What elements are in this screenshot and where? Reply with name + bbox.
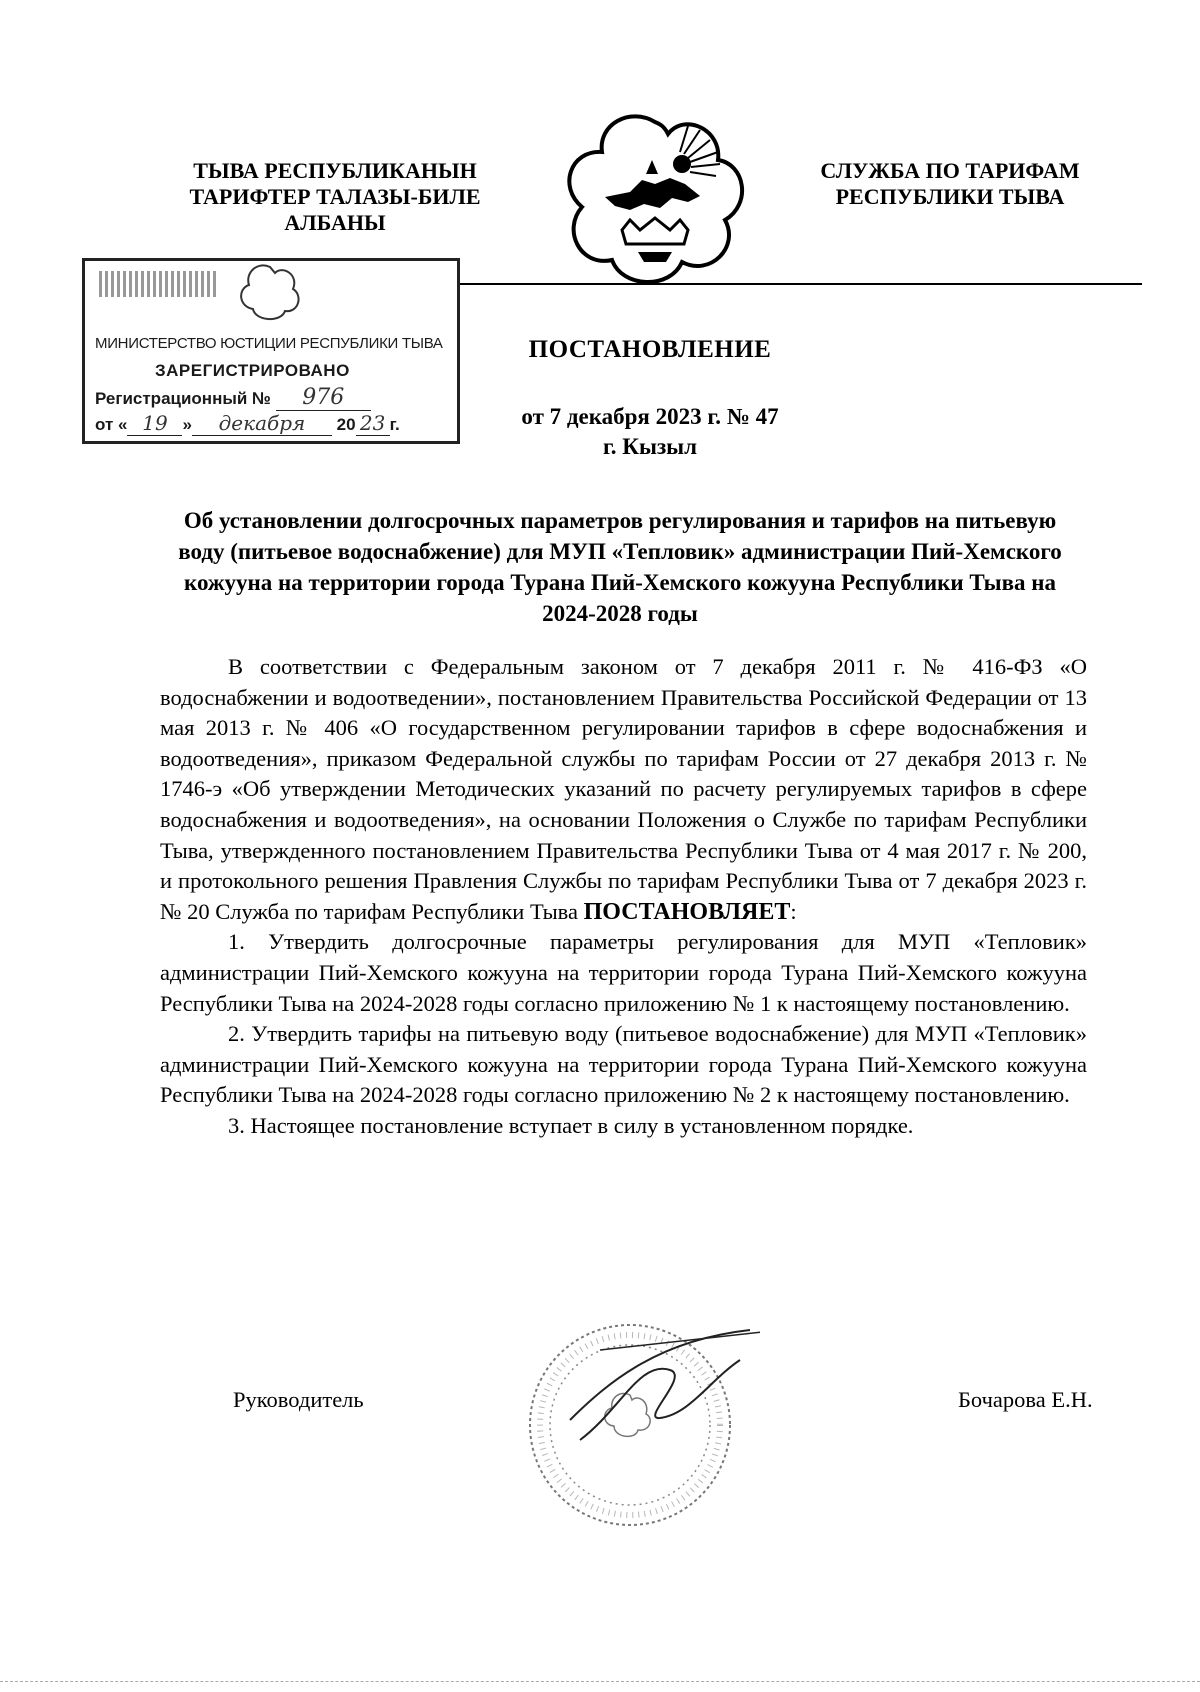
document-body: [160, 652, 1087, 1142]
document-city: г. Кызыл: [602, 434, 698, 459]
registration-stamp: [82, 258, 460, 444]
stamp-date-prefix: от «: [95, 415, 128, 434]
official-seal: [520, 1300, 760, 1540]
preamble-text: В соответствии с Федеральным законом от 7 декабря 2011 г. № 416-ФЗ «О водоснабжении и водоотведении», постановлением Правительства Российской Федерации от 13 мая 2013 г. № 406 «О государственном регулировании тарифов в сфере водоснабжения и водоотведения», приказом Федеральной службы по тарифам России от 27 декабря 2013 г. № 1746-э «Об утверждении Методических указаний по расчету регулируемых тарифов в сфере водоснабжения и водоотведения», на основании Положения о Службе по тарифам Республики Тыва, утвержденного постановлением Правительства Республики Тыва от 4 мая 2017 г. № 200, и протокольного решения Правления Службы по тарифам Республики Тыва от 7 декабря 2023 г. № 20 Служба по тарифам Республики Тыва: [160, 654, 1087, 924]
stamp-registered: ЗАРЕГИСТРИРОВАНО: [155, 361, 350, 380]
header-right-org: [790, 158, 1110, 210]
document-type: ПОСТАНОВЛЕНИЕ: [528, 336, 772, 363]
stamp-smudge: [99, 271, 219, 297]
item-3: 3. Настоящее постановление вступает в силу в установленном порядке.: [228, 1112, 914, 1138]
header-left-line3: АЛБАНЫ: [284, 210, 386, 235]
stamp-date-year: 23: [356, 411, 390, 436]
item-1: 1. Утвердить долгосрочные параметры регулирования для МУП «Тепловик» администрации Пий-Хемского кожууна на территории города Турана Пий-Хемского кожууна Республики Тыва на 2024-2028 годы согласно приложению № 1 к настоящему постановлению.: [160, 929, 1087, 1016]
stamp-date: [95, 411, 400, 436]
resolves-word: ПОСТАНОВЛЯЕТ: [583, 898, 791, 925]
header-right-line1: СЛУЖБА ПО ТАРИФАМ: [820, 158, 1080, 183]
scan-edge-line: [0, 1681, 1200, 1682]
stamp-registration-number: [95, 385, 371, 411]
stamp-date-day: 19: [127, 411, 182, 436]
header-left-org: [165, 158, 505, 236]
stamp-ministry: МИНИСТЕРСТВО ЮСТИЦИИ РЕСПУБЛИКИ ТЫВА: [95, 335, 443, 352]
stamp-reg-number: 976: [276, 385, 371, 411]
header-right-line2: РЕСПУБЛИКИ ТЫВА: [835, 184, 1065, 209]
stamp-date-month: декабря: [192, 411, 332, 436]
item-2: 2. Утвердить тарифы на питьевую воду (питьевое водоснабжение) для МУП «Тепловик» администрации Пий-Хемского кожууна на территории города Турана Пий-Хемского кожууна Республики Тыва на 2024-2028 годы согласно приложению № 2 к настоящему постановлению.: [160, 1021, 1087, 1108]
stamp-date-suffix: г.: [389, 415, 400, 434]
header-left-line2: ТАРИФТЕР ТАЛАЗЫ-БИЛЕ: [189, 184, 481, 209]
stamp-reg-label: Регистрационный №: [95, 389, 271, 408]
stamp-emblem-icon: [235, 263, 305, 323]
header-left-line1: ТЫВА РЕСПУБЛИКАНЫН: [193, 158, 477, 183]
resolves-colon: :: [790, 898, 797, 924]
stamp-date-mid: »: [182, 415, 192, 434]
preamble-paragraph: [160, 652, 1087, 927]
signatory-role: Руководитель: [233, 1387, 364, 1412]
document-title: Об установлении долгосрочных параметров регулирования и тарифов на питьевую воду (питьевое водоснабжение) для МУП «Тепловик» администрации Пий-Хемского кожууна на территории города Турана Пий-Хемского кожууна Республики Тыва на 2024-2028 годы: [178, 508, 1062, 626]
document-date-number: от 7 декабря 2023 г. № 47: [521, 404, 779, 429]
emblem-icon: [560, 112, 750, 287]
header-divider: [460, 283, 1142, 285]
stamp-date-year-prefix: 20: [336, 415, 356, 434]
signatory-name: Бочарова Е.Н.: [958, 1387, 1093, 1412]
